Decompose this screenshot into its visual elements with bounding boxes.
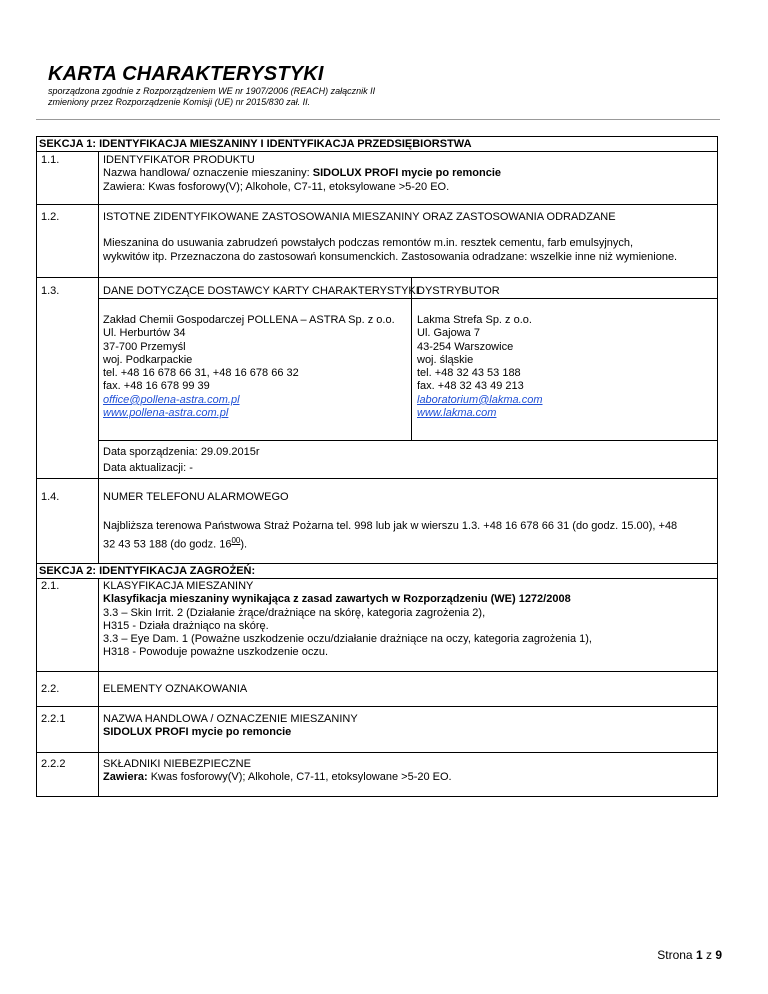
distributor-region: woj. śląskie bbox=[417, 353, 474, 366]
distributor-city: 43-254 Warszowice bbox=[417, 340, 514, 353]
hazard-line-4: H318 - Powoduje poważne uszkodzenie oczu. bbox=[103, 646, 329, 659]
section-1-3 bbox=[36, 277, 718, 478]
supplier-fax: fax. +48 16 678 99 39 bbox=[103, 380, 210, 393]
column-divider bbox=[411, 278, 412, 440]
hazard-line-3: 3.3 – Eye Dam. 1 (Poważne uszkodzenie oczu/działanie drażniące na oczy, kategoria zagrożenia 1), bbox=[103, 633, 592, 646]
document-subtitle-2: zmieniony przez Rozporządzenie Komisji (UE) nr 2015/830 zał. II. bbox=[48, 97, 311, 107]
section-2-2 bbox=[36, 671, 718, 706]
section-number: 2.2.1 bbox=[41, 713, 66, 725]
section-number: 1.3. bbox=[41, 285, 60, 297]
hazard-line-2: H315 - Działa drażniąco na skórę. bbox=[103, 619, 269, 632]
usage-line-2: wykwitów itp. Przeznaczona do zastosowań konsumenckich. Zastosowania odradzane: wszelkie inne niż wymienione. bbox=[103, 250, 678, 263]
distributor-email-link[interactable]: laboratorium@lakma.com bbox=[417, 393, 543, 406]
distributor-fax: fax. +48 32 43 49 213 bbox=[417, 380, 524, 393]
section-2-2-2 bbox=[36, 752, 718, 797]
date-created: Data sporządzenia: 29.09.2015r bbox=[103, 446, 260, 458]
supplier-email-link[interactable]: office@pollena-astra.com.pl bbox=[103, 393, 240, 406]
emergency-line-1: Najbliższa terenowa Państwowa Straż Pożarna tel. 998 lub jak w wierszu 1.3. +48 16 678 66 31 (do godz. 15.00), +48 bbox=[103, 520, 678, 533]
section-title: KLASYFIKACJA MIESZANINY bbox=[103, 580, 254, 592]
dates-block bbox=[103, 444, 260, 476]
distributor-title: DYSTRYBUTOR bbox=[417, 285, 500, 297]
section-1-heading bbox=[36, 136, 718, 151]
distributor-tel: tel. +48 32 43 53 188 bbox=[417, 367, 521, 380]
section-1-1 bbox=[36, 151, 718, 204]
section-title: SKŁADNIKI NIEBEZPIECZNE bbox=[103, 758, 251, 770]
distributor-name: Lakma Strefa Sp. z o.o. bbox=[417, 314, 532, 326]
section-number: 2.2.2 bbox=[41, 758, 66, 770]
distributor-details bbox=[417, 314, 543, 420]
trade-name: SIDOLUX PROFI mycie po remoncie bbox=[103, 726, 292, 739]
page-number: Strona 1 z 9 bbox=[657, 948, 722, 962]
current-page: 1 bbox=[695, 948, 703, 962]
supplier-city: 37-700 Przemyśl bbox=[103, 340, 186, 353]
document-title: KARTA CHARAKTERYSTYKI bbox=[48, 63, 324, 85]
supplier-street: Ul. Herburtów 34 bbox=[103, 327, 186, 340]
section-number: 1.1. bbox=[41, 154, 60, 166]
section-number: 2.1. bbox=[41, 580, 60, 592]
section-number: 1.2. bbox=[41, 211, 60, 223]
section-1-4 bbox=[36, 478, 718, 563]
section-1-2 bbox=[36, 204, 718, 277]
section-number: 2.2. bbox=[41, 683, 60, 695]
date-updated: Data aktualizacji: - bbox=[103, 462, 193, 474]
distributor-street: Ul. Gajowa 7 bbox=[417, 327, 480, 340]
trade-name-line: Nazwa handlowa/ oznaczenie mieszaniny: SIDOLUX PROFI mycie po remoncie bbox=[103, 167, 502, 180]
supplier-name: Zakład Chemii Gospodarczej POLLENA – ASTRA Sp. z o.o. bbox=[103, 314, 395, 326]
usage-line-1: Mieszanina do usuwania zabrudzeń powstałych podczas remontów m.in. resztek cementu, farb emulsyjnych, bbox=[103, 237, 634, 250]
document-header bbox=[48, 62, 720, 108]
emergency-line-2: 32 43 53 188 (do godz. $16^{00}$). bbox=[103, 535, 248, 551]
section-2-title: SEKCJA 2: IDENTYFIKACJA ZAGROŻEŃ: bbox=[39, 565, 256, 577]
section-1-title: SEKCJA 1: IDENTYFIKACJA MIESZANINY I IDENTYFIKACJA PRZEDSIĘBIORSTWA bbox=[39, 138, 472, 150]
supplier-website-link[interactable]: www.pollena-astra.com.pl bbox=[103, 407, 229, 420]
section-2-2-1 bbox=[36, 706, 718, 752]
section-title: IDENTYFIKATOR PRODUKTU bbox=[103, 154, 255, 166]
supplier-region: woj. Podkarpackie bbox=[103, 353, 193, 366]
row-divider bbox=[99, 440, 717, 441]
header-divider bbox=[36, 119, 720, 120]
supplier-details bbox=[103, 314, 395, 420]
section-2-heading bbox=[36, 563, 718, 578]
section-number: 1.4. bbox=[41, 491, 60, 503]
document-subtitle-1: sporządzona zgodnie z Rozporządzeniem WE nr 1907/2006 (REACH) załącznik II bbox=[48, 86, 376, 96]
section-title: ISTOTNE ZIDENTYFIKOWANE ZASTOSOWANIA MIESZANINY ORAZ ZASTOSOWANIA ODRADZANE bbox=[103, 211, 616, 223]
hazard-line-1: 3.3 – Skin Irrit. 2 (Działanie żrące/drażniące na skórę, kategoria zagrożenia 2), bbox=[103, 606, 486, 619]
contains-line: Zawiera: Kwas fosforowy(V); Alkohole, C7-11, etoksylowane >5-20 EO. bbox=[103, 180, 450, 193]
supplier-title: DANE DOTYCZĄCE DOSTAWCY KARTY CHARAKTERYSTYKI bbox=[103, 285, 419, 297]
total-pages: 9 bbox=[715, 948, 722, 962]
distributor-website-link[interactable]: www.lakma.com bbox=[417, 407, 497, 420]
trade-name: SIDOLUX PROFI mycie po remoncie bbox=[312, 167, 502, 180]
classification-heading: Klasyfikacja mieszaniny wynikająca z zasad zawartych w Rozporządzeniu (WE) 1272/2008 bbox=[103, 593, 571, 606]
supplier-tel: tel. +48 16 678 66 31, +48 16 678 66 32 bbox=[103, 367, 299, 380]
section-title: NAZWA HANDLOWA / OZNACZENIE MIESZANINY bbox=[103, 713, 358, 725]
section-2-1 bbox=[36, 578, 718, 671]
section-title: NUMER TELEFONU ALARMOWEGO bbox=[103, 491, 289, 503]
hazardous-components: Zawiera: Kwas fosforowy(V); Alkohole, C7-11, etoksylowane >5-20 EO. bbox=[103, 771, 452, 784]
section-title: ELEMENTY OZNAKOWANIA bbox=[103, 683, 248, 695]
